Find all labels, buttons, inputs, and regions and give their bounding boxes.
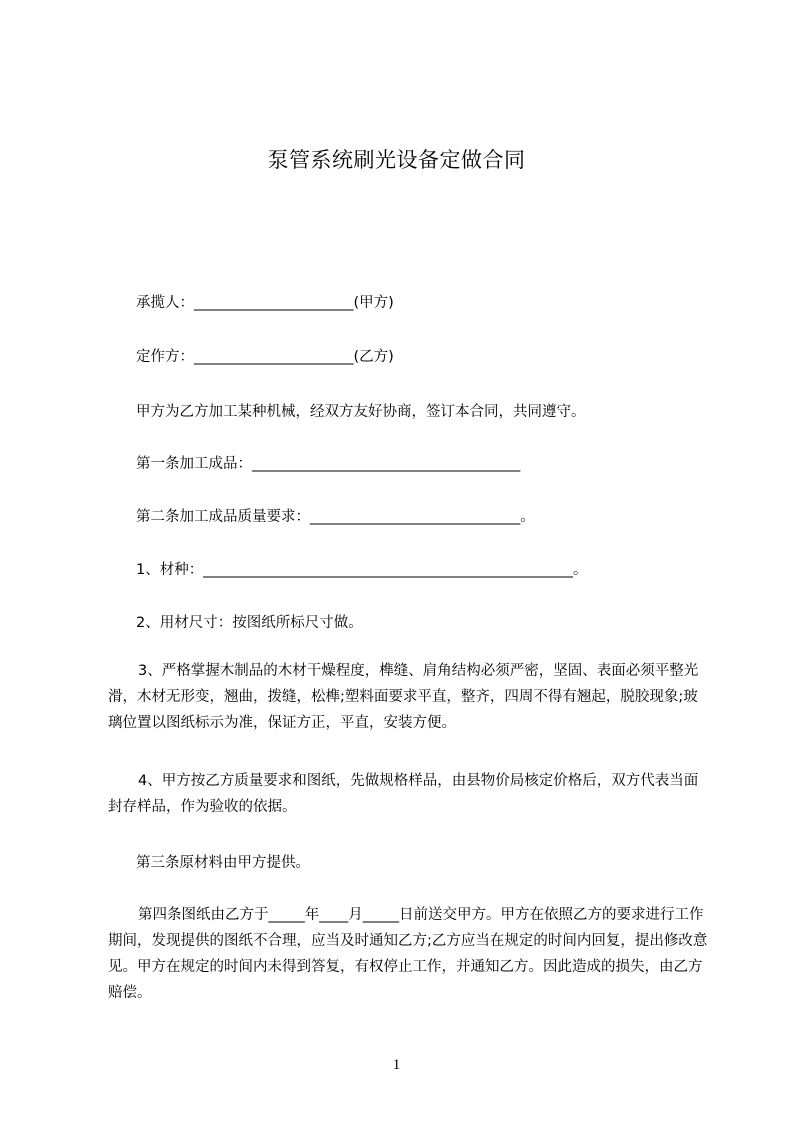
article-3-raw-materials: 第三条原材料由甲方提供。	[136, 855, 310, 871]
item-3-paragraph	[108, 658, 708, 736]
contractor-line: 承揽人：______________________(甲方)	[136, 295, 394, 311]
item-4-text: 4、甲方按乙方质量要求和图纸，先做规格样品，由县物价局核定价格后，双方代表当面封存样品，作为验收的依据。	[108, 773, 699, 815]
article-1-finished-product: 第一条加工成品：_____________________________________	[136, 456, 521, 472]
item-2-material-size: 2、用材尺寸：按图纸所标尺寸做。	[136, 615, 363, 631]
orderer-line: 定作方：______________________(乙方)	[136, 349, 394, 365]
article-4-text: 第四条图纸由乙方于_____年____月_____日前送交甲方。甲方在依照乙方的要求进行工作期间，发现提供的图纸不合理，应当及时通知乙方;乙方应当在规定的时间内回复，提出修改意见。甲方在规定的时间内未得到答复，有权停止工作，并通知乙方。因此造成的损失，由乙方赔偿。	[108, 907, 708, 1001]
item-4-paragraph	[108, 768, 708, 820]
article-4-paragraph	[108, 902, 708, 1006]
page-number: 1	[392, 1057, 401, 1073]
item-1-material-type: 1、材种：___________________________________________________。	[136, 562, 588, 578]
document-title: 泵管系统刷光设备定做合同	[267, 148, 526, 172]
article-2-quality-requirements: 第二条加工成品质量要求：_____________________________。	[136, 509, 535, 525]
item-3-text: 3、严格掌握木制品的木材干燥程度，榫缝、肩角结构必须严密，坚固、表面必须平整光滑，木材无形变，翘曲，拨缝，松榫;塑料面要求平直，整齐，四周不得有翘起，脱胶现象;玻璃位置以图纸标示为准，保证方正，平直，安装方便。	[108, 663, 699, 731]
intro-line: 甲方为乙方加工某种机械，经双方友好协商，签订本合同，共同遵守。	[136, 404, 586, 420]
